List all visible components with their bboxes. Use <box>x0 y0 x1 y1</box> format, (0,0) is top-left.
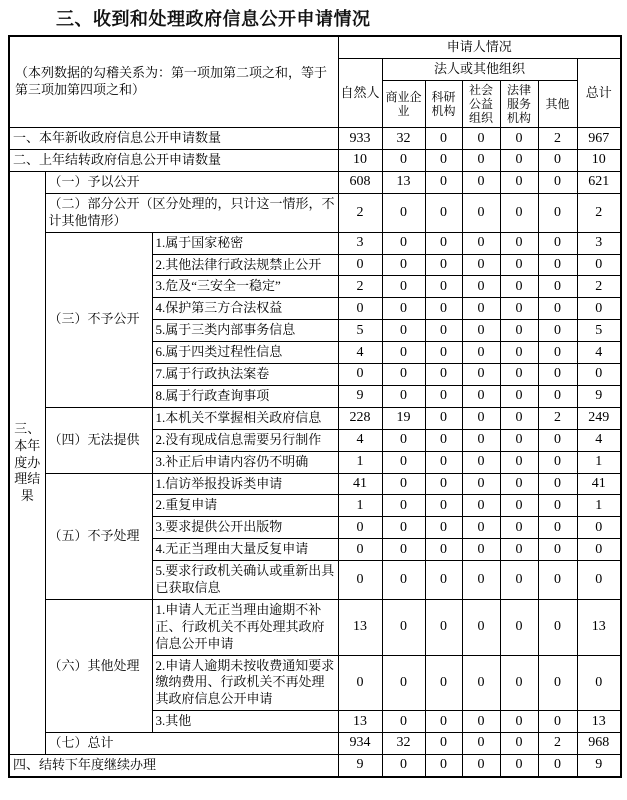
row-other-1 <box>9 599 621 655</box>
value-cell: 0 <box>538 561 577 600</box>
value-cell: 0 <box>462 733 500 755</box>
value-cell: 0 <box>425 407 462 429</box>
row-notprocessed-4-label: 4.无正当理由大量反复申请 <box>152 539 338 561</box>
value-cell: 0 <box>382 298 425 320</box>
row-granted-label: （一）予以公开 <box>45 172 338 194</box>
value-cell: 0 <box>538 342 577 364</box>
value-cell: 0 <box>462 561 500 600</box>
value-cell: 0 <box>382 495 425 517</box>
row-notprocessed-2-label: 2.重复申请 <box>152 495 338 517</box>
header-legal-service-org: 法律服务机构 <box>500 80 538 127</box>
row-other-2-label: 2.申请人逾期未按收费通知要求缴纳费用、行政机关不再处理其政府信息公开申请 <box>152 655 338 711</box>
value-cell: 0 <box>338 517 382 539</box>
value-cell: 0 <box>500 172 538 194</box>
value-cell: 0 <box>462 539 500 561</box>
value-cell: 967 <box>577 128 621 150</box>
header-natural-person: 自然人 <box>338 58 382 127</box>
value-cell: 0 <box>382 754 425 776</box>
value-cell: 0 <box>462 128 500 150</box>
row-denied-1 <box>9 232 621 254</box>
value-cell: 0 <box>500 193 538 232</box>
group-other-label: （六）其他处理 <box>45 599 152 732</box>
value-cell: 0 <box>382 711 425 733</box>
header-commercial-enterprise: 商业企业 <box>382 80 425 127</box>
value-cell: 0 <box>425 150 462 172</box>
row-partial-label: （二）部分公开（区分处理的，只计这一情形，不计其他情形） <box>45 193 338 232</box>
value-cell: 0 <box>425 429 462 451</box>
row-denied-8-label: 8.属于行政查询事项 <box>152 385 338 407</box>
row-partial <box>9 193 621 232</box>
value-cell: 0 <box>425 754 462 776</box>
value-cell: 0 <box>462 429 500 451</box>
row-unable-1-label: 1.本机关不掌握相关政府信息 <box>152 407 338 429</box>
value-cell: 0 <box>462 298 500 320</box>
row-granted <box>9 172 621 194</box>
row-notprocessed-1 <box>9 473 621 495</box>
value-cell: 249 <box>577 407 621 429</box>
value-cell: 0 <box>338 298 382 320</box>
value-cell: 0 <box>462 473 500 495</box>
value-cell: 13 <box>577 711 621 733</box>
value-cell: 0 <box>462 517 500 539</box>
row-denied-6-label: 6.属于四类过程性信息 <box>152 342 338 364</box>
value-cell: 0 <box>462 407 500 429</box>
value-cell: 0 <box>338 655 382 711</box>
value-cell: 0 <box>425 276 462 298</box>
value-cell: 0 <box>462 320 500 342</box>
value-cell: 0 <box>577 298 621 320</box>
value-cell: 0 <box>382 451 425 473</box>
value-cell: 0 <box>538 364 577 386</box>
value-cell: 0 <box>425 128 462 150</box>
value-cell: 621 <box>577 172 621 194</box>
row-notprocessed-3-label: 3.要求提供公开出版物 <box>152 517 338 539</box>
value-cell: 0 <box>500 711 538 733</box>
value-cell: 0 <box>500 342 538 364</box>
value-cell: 0 <box>425 711 462 733</box>
value-cell: 0 <box>425 495 462 517</box>
value-cell: 0 <box>382 342 425 364</box>
value-cell: 0 <box>382 364 425 386</box>
value-cell: 0 <box>538 655 577 711</box>
value-cell: 0 <box>538 429 577 451</box>
value-cell: 0 <box>538 711 577 733</box>
row-results-total <box>9 733 621 755</box>
value-cell: 0 <box>382 655 425 711</box>
value-cell: 0 <box>425 364 462 386</box>
header-applicant-situation: 申请人情况 <box>338 36 621 58</box>
value-cell: 0 <box>500 320 538 342</box>
value-cell: 0 <box>538 150 577 172</box>
value-cell: 13 <box>382 172 425 194</box>
value-cell: 968 <box>577 733 621 755</box>
value-cell: 0 <box>382 193 425 232</box>
value-cell: 1 <box>338 451 382 473</box>
value-cell: 0 <box>462 172 500 194</box>
value-cell: 0 <box>462 754 500 776</box>
value-cell: 0 <box>538 451 577 473</box>
value-cell: 0 <box>462 364 500 386</box>
value-cell: 0 <box>425 342 462 364</box>
value-cell: 0 <box>462 599 500 655</box>
value-cell: 0 <box>382 473 425 495</box>
value-cell: 933 <box>338 128 382 150</box>
value-cell: 0 <box>425 385 462 407</box>
value-cell: 2 <box>538 128 577 150</box>
value-cell: 41 <box>577 473 621 495</box>
value-cell: 608 <box>338 172 382 194</box>
value-cell: 41 <box>338 473 382 495</box>
value-cell: 5 <box>577 320 621 342</box>
value-cell: 2 <box>338 193 382 232</box>
value-cell: 0 <box>500 407 538 429</box>
value-cell: 13 <box>577 599 621 655</box>
header-row-applicant <box>9 36 621 58</box>
value-cell: 13 <box>338 711 382 733</box>
value-cell: 4 <box>338 342 382 364</box>
value-cell: 0 <box>382 561 425 600</box>
row-unable-1 <box>9 407 621 429</box>
row-unable-2-label: 2.没有现成信息需要另行制作 <box>152 429 338 451</box>
value-cell: 228 <box>338 407 382 429</box>
header-other-org: 其他 <box>538 80 577 127</box>
header-total: 总计 <box>577 58 621 127</box>
value-cell: 3 <box>338 232 382 254</box>
value-cell: 0 <box>500 254 538 276</box>
value-cell: 0 <box>425 193 462 232</box>
value-cell: 0 <box>462 193 500 232</box>
row-new-received <box>9 128 621 150</box>
value-cell: 32 <box>382 733 425 755</box>
value-cell: 0 <box>538 276 577 298</box>
value-cell: 0 <box>577 254 621 276</box>
value-cell: 0 <box>577 364 621 386</box>
value-cell: 1 <box>577 451 621 473</box>
value-cell: 0 <box>500 385 538 407</box>
value-cell: 32 <box>382 128 425 150</box>
value-cell: 0 <box>577 517 621 539</box>
value-cell: 0 <box>338 364 382 386</box>
row-notprocessed-1-label: 1.信访举报投诉类申请 <box>152 473 338 495</box>
value-cell: 0 <box>500 298 538 320</box>
value-cell: 0 <box>425 655 462 711</box>
value-cell: 2 <box>577 276 621 298</box>
value-cell: 0 <box>538 517 577 539</box>
row-denied-3-label: 3.危及“三安全一稳定” <box>152 276 338 298</box>
reconciliation-note: （本列数据的勾稽关系为：第一项加第二项之和，等于第三项加第四项之和） <box>9 36 338 128</box>
value-cell: 0 <box>462 276 500 298</box>
value-cell: 0 <box>500 599 538 655</box>
group-unable-label: （四）无法提供 <box>45 407 152 473</box>
value-cell: 2 <box>577 193 621 232</box>
value-cell: 2 <box>338 276 382 298</box>
value-cell: 0 <box>500 754 538 776</box>
value-cell: 4 <box>577 429 621 451</box>
value-cell: 9 <box>338 385 382 407</box>
value-cell: 0 <box>462 385 500 407</box>
row-notprocessed-5-label: 5.要求行政机关确认或重新出具已获取信息 <box>152 561 338 600</box>
value-cell: 0 <box>425 561 462 600</box>
header-research-institution: 科研机构 <box>425 80 462 127</box>
value-cell: 10 <box>338 150 382 172</box>
value-cell: 0 <box>382 320 425 342</box>
value-cell: 0 <box>577 539 621 561</box>
row-denied-2-label: 2.其他法律行政法规禁止公开 <box>152 254 338 276</box>
row-results-total-label: （七）总计 <box>45 733 338 755</box>
value-cell: 0 <box>500 150 538 172</box>
value-cell: 0 <box>425 172 462 194</box>
value-cell: 0 <box>425 733 462 755</box>
value-cell: 0 <box>382 232 425 254</box>
value-cell: 0 <box>382 599 425 655</box>
value-cell: 0 <box>425 473 462 495</box>
value-cell: 0 <box>538 254 577 276</box>
value-cell: 0 <box>338 561 382 600</box>
value-cell: 0 <box>538 232 577 254</box>
value-cell: 0 <box>500 517 538 539</box>
value-cell: 0 <box>425 320 462 342</box>
row-denied-7-label: 7.属于行政执法案卷 <box>152 364 338 386</box>
value-cell: 4 <box>577 342 621 364</box>
value-cell: 0 <box>500 733 538 755</box>
row-unable-3-label: 3.补正后申请内容仍不明确 <box>152 451 338 473</box>
value-cell: 5 <box>338 320 382 342</box>
value-cell: 0 <box>538 172 577 194</box>
value-cell: 0 <box>500 539 538 561</box>
value-cell: 0 <box>538 495 577 517</box>
row-other-3-label: 3.其他 <box>152 711 338 733</box>
value-cell: 0 <box>382 385 425 407</box>
value-cell: 0 <box>500 128 538 150</box>
row-new-received-label: 一、本年新收政府信息公开申请数量 <box>9 128 338 150</box>
value-cell: 0 <box>382 517 425 539</box>
header-social-welfare-org: 社会公益组织 <box>462 80 500 127</box>
value-cell: 2 <box>538 733 577 755</box>
value-cell: 1 <box>338 495 382 517</box>
value-cell: 0 <box>425 539 462 561</box>
value-cell: 0 <box>462 342 500 364</box>
value-cell: 0 <box>577 655 621 711</box>
value-cell: 0 <box>462 232 500 254</box>
value-cell: 0 <box>500 561 538 600</box>
value-cell: 0 <box>500 655 538 711</box>
value-cell: 0 <box>500 473 538 495</box>
value-cell: 0 <box>382 429 425 451</box>
value-cell: 0 <box>425 254 462 276</box>
value-cell: 13 <box>338 599 382 655</box>
value-cell: 0 <box>425 599 462 655</box>
value-cell: 3 <box>577 232 621 254</box>
value-cell: 0 <box>462 711 500 733</box>
value-cell: 0 <box>500 429 538 451</box>
value-cell: 0 <box>500 364 538 386</box>
value-cell: 10 <box>577 150 621 172</box>
value-cell: 0 <box>382 539 425 561</box>
row-other-1-label: 1.申请人无正当理由逾期不补正、行政机关不再处理其政府信息公开申请 <box>152 599 338 655</box>
value-cell: 0 <box>538 754 577 776</box>
value-cell: 0 <box>425 298 462 320</box>
row-denied-4-label: 4.保护第三方合法权益 <box>152 298 338 320</box>
value-cell: 4 <box>338 429 382 451</box>
value-cell: 0 <box>500 276 538 298</box>
value-cell: 934 <box>338 733 382 755</box>
value-cell: 0 <box>425 451 462 473</box>
header-legal-org: 法人或其他组织 <box>382 58 577 80</box>
value-cell: 0 <box>500 495 538 517</box>
value-cell: 0 <box>338 254 382 276</box>
value-cell: 0 <box>382 150 425 172</box>
value-cell: 0 <box>538 539 577 561</box>
value-cell: 0 <box>462 495 500 517</box>
row-carried-from-prev-label: 二、上年结转政府信息公开申请数量 <box>9 150 338 172</box>
row-denied-5-label: 5.属于三类内部事务信息 <box>152 320 338 342</box>
page-title: 三、收到和处理政府信息公开申请情况 <box>56 9 371 29</box>
value-cell: 2 <box>538 407 577 429</box>
row-denied-1-label: 1.属于国家秘密 <box>152 232 338 254</box>
value-cell: 9 <box>338 754 382 776</box>
value-cell: 0 <box>577 561 621 600</box>
value-cell: 19 <box>382 407 425 429</box>
group-notprocessed-label: （五）不予处理 <box>45 473 152 599</box>
group-denied-label: （三）不予公开 <box>45 232 152 407</box>
value-cell: 0 <box>462 254 500 276</box>
value-cell: 1 <box>577 495 621 517</box>
value-cell: 0 <box>538 385 577 407</box>
value-cell: 0 <box>538 473 577 495</box>
value-cell: 0 <box>500 232 538 254</box>
info-disclosure-table <box>8 35 622 778</box>
value-cell: 0 <box>462 451 500 473</box>
value-cell: 0 <box>425 232 462 254</box>
value-cell: 0 <box>538 599 577 655</box>
value-cell: 0 <box>538 193 577 232</box>
value-cell: 0 <box>538 320 577 342</box>
row-carried-to-next-label: 四、结转下年度继续办理 <box>9 754 338 776</box>
value-cell: 0 <box>500 451 538 473</box>
value-cell: 0 <box>462 655 500 711</box>
value-cell: 0 <box>338 539 382 561</box>
value-cell: 0 <box>382 276 425 298</box>
value-cell: 0 <box>382 254 425 276</box>
value-cell: 0 <box>425 517 462 539</box>
value-cell: 9 <box>577 754 621 776</box>
value-cell: 9 <box>577 385 621 407</box>
value-cell: 0 <box>462 150 500 172</box>
value-cell: 0 <box>538 298 577 320</box>
row-carried-to-next <box>9 754 621 776</box>
section-results-label: 三、本年度办理结果 <box>9 172 45 755</box>
row-carried-from-prev <box>9 150 621 172</box>
